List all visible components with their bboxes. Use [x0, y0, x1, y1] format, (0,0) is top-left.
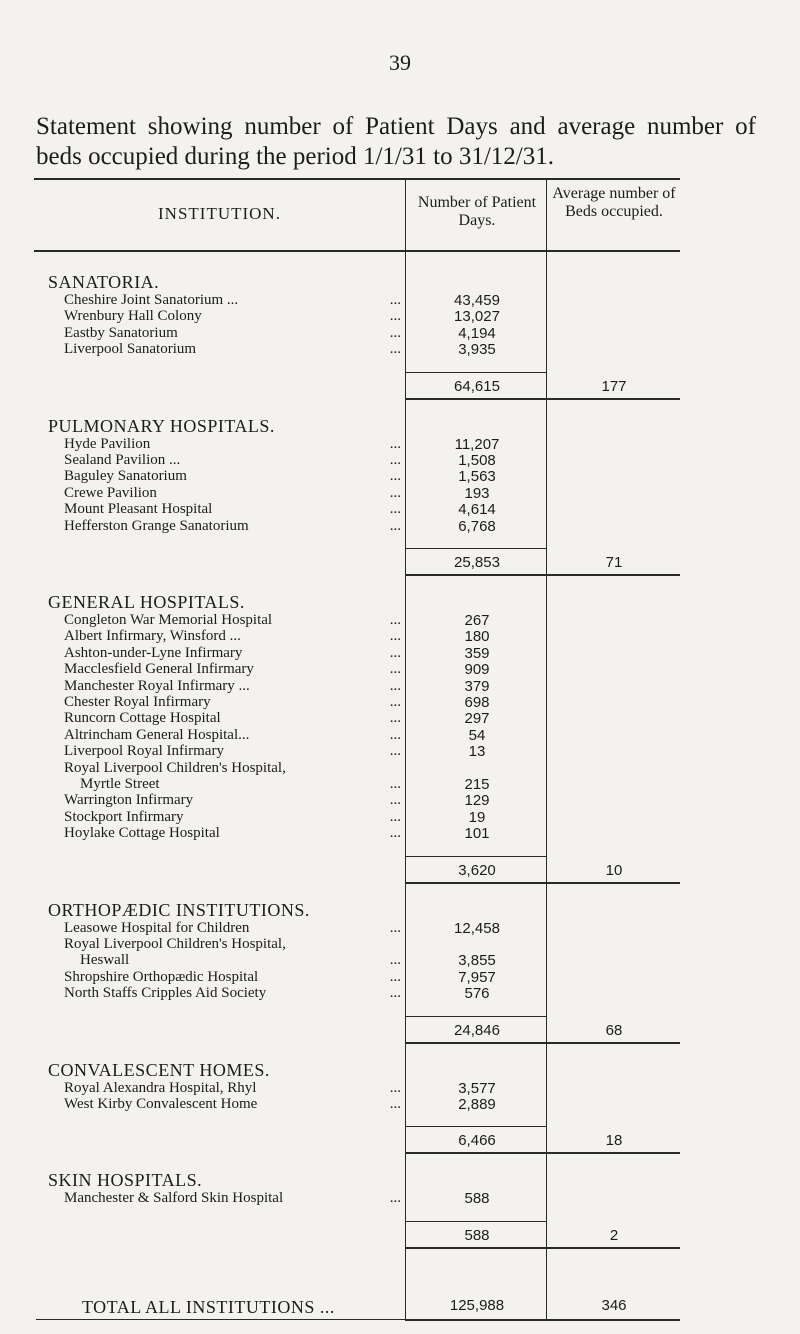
institution-name: Eastby Sanatorium	[64, 324, 178, 341]
patient-days-value: 13,027	[454, 308, 500, 326]
institution-name: Hyde Pavilion	[64, 435, 151, 452]
leader-dots: ...	[389, 985, 401, 1002]
patient-days-value: 588	[464, 1190, 490, 1208]
section-title: GENERAL HOSPITALS.	[48, 592, 245, 612]
patient-days-value: 43,459	[454, 292, 500, 309]
institution-name: Runcorn Cottage Hospital	[64, 710, 221, 727]
section-bottom-rule	[405, 882, 680, 884]
leader-dots: ...	[389, 968, 401, 985]
institution-name: Hoylake Cottage Hospital	[64, 825, 220, 842]
institution-name: Mount Pleasant Hospital	[64, 501, 213, 518]
subtotal-rule	[405, 856, 546, 857]
institution-name: Royal Alexandra Hospital, Rhyl	[64, 1079, 257, 1096]
leader-dots: ...	[389, 1096, 401, 1112]
section-bottom-rule	[405, 398, 680, 400]
page-number: 39	[389, 50, 411, 75]
subtotal-rule	[405, 1221, 546, 1222]
leader-dots: ...	[389, 743, 401, 760]
section-title: PULMONARY HOSPITALS.	[48, 415, 275, 436]
leader-dots: ...	[389, 919, 401, 936]
leader-dots: ...	[389, 677, 401, 694]
institution-name: Macclesfield General Infirmary	[64, 661, 254, 678]
patient-days-value: 909	[464, 661, 490, 679]
institution-name: Stockport Infirmary	[64, 808, 184, 825]
total-underline	[36, 1319, 406, 1320]
institution-name: North Staffs Cripples Aid Society	[64, 985, 267, 1002]
header-bottom-rule	[34, 250, 680, 252]
institution-name: Hefferston Grange Sanatorium	[64, 517, 249, 534]
institution-name: Chester Royal Infirmary	[64, 694, 211, 710]
header-average-beds: Average number of Beds occupied.	[552, 185, 676, 220]
patient-days-value: 267	[464, 612, 490, 629]
section-title: SKIN HOSPITALS.	[48, 1170, 203, 1191]
total-average-beds: 346	[601, 1297, 627, 1314]
patient-days-value: 576	[464, 985, 490, 1003]
leader-dots: ...	[389, 1079, 401, 1096]
institution-name: Leasowe Hospital for Children	[64, 919, 250, 936]
institution-name: Cheshire Joint Sanatorium ...	[64, 292, 239, 308]
institution-name: Royal Liverpool Children's Hospital,	[64, 936, 286, 952]
leader-dots: ...	[389, 644, 401, 661]
leader-dots: ...	[389, 808, 401, 825]
subtotal-days: 6,466	[458, 1132, 496, 1150]
average-beds-value: 177	[601, 377, 627, 395]
subtotal-days: 25,853	[454, 554, 500, 571]
subtotal-rule	[405, 548, 546, 549]
institution-name: Congleton War Memorial Hospital	[64, 612, 273, 628]
leader-dots: ...	[389, 726, 401, 743]
patient-days-value: 3,855	[458, 952, 496, 970]
institution-name: Manchester & Salford Skin Hospital	[64, 1190, 284, 1207]
total-label: TOTAL ALL INSTITUTIONS ...	[82, 1297, 335, 1317]
subtotal-days: 24,846	[454, 1021, 500, 1039]
patient-days-value: 11,207	[454, 435, 500, 453]
patient-days-value: 4,614	[458, 501, 496, 519]
patient-days-value: 215	[464, 776, 490, 793]
patient-days-value: 101	[464, 825, 490, 843]
leader-dots: ...	[389, 484, 401, 501]
institution-name: West Kirby Convalescent Home	[64, 1096, 258, 1112]
leader-dots: ...	[389, 628, 401, 645]
patient-days-value: 2,889	[458, 1096, 496, 1113]
average-beds-value: 18	[605, 1132, 623, 1150]
patient-days-value: 6,768	[458, 517, 496, 535]
section-bottom-rule	[405, 1042, 680, 1044]
section-title: CONVALESCENT HOMES.	[48, 1059, 270, 1080]
patient-days-value: 379	[464, 677, 490, 695]
leader-dots: ...	[389, 612, 401, 628]
patient-days-value: 359	[464, 644, 490, 662]
patient-days-value: 19	[468, 808, 486, 826]
institution-name: Myrtle Street	[80, 776, 160, 792]
subtotal-rule	[405, 372, 546, 373]
leader-dots: ...	[389, 324, 401, 341]
leader-dots: ...	[389, 694, 401, 710]
leader-dots: ...	[389, 710, 401, 727]
header-patient-days: Number of Patient Days.	[417, 194, 537, 229]
section-bottom-rule	[405, 1152, 680, 1154]
institution-name: Ashton-under-Lyne Infirmary	[64, 644, 243, 661]
institution-name: Heswall	[80, 952, 130, 969]
subtotal-days: 3,620	[458, 861, 496, 879]
patient-days-value: 3,577	[458, 1079, 496, 1097]
institution-name: Altrincham General Hospital...	[64, 726, 250, 743]
subtotal-days: 588	[464, 1226, 490, 1244]
patient-days-value: 7,957	[458, 968, 496, 986]
institution-name: Baguley Sanatorium	[64, 468, 187, 485]
leader-dots: ...	[389, 792, 401, 809]
total-days: 125,988	[449, 1297, 505, 1314]
patient-days-value: 698	[464, 694, 490, 711]
section-title: SANATORIA.	[48, 272, 160, 292]
leader-dots: ...	[389, 952, 401, 969]
section-bottom-rule	[405, 1247, 680, 1249]
institution-name: Liverpool Royal Infirmary	[64, 743, 224, 760]
patient-days-value: 54	[468, 726, 486, 744]
section-title: ORTHOPÆDIC INSTITUTIONS.	[48, 899, 310, 920]
patient-days-value: 1,508	[458, 452, 496, 469]
patient-days-value: 13	[468, 743, 486, 761]
patient-days-value: 3,935	[458, 341, 496, 359]
table-top-rule	[34, 178, 680, 180]
patient-days-value: 4,194	[458, 324, 496, 342]
subtotal-days: 64,615	[454, 377, 500, 395]
header-institution: INSTITUTION.	[158, 204, 281, 223]
leader-dots: ...	[389, 776, 401, 792]
leader-dots: ...	[389, 341, 401, 358]
total-bottom-rule	[405, 1319, 680, 1321]
leader-dots: ...	[389, 825, 401, 842]
patient-days-value: 12,458	[454, 919, 500, 937]
leader-dots: ...	[389, 517, 401, 534]
patient-days-value: 297	[464, 710, 490, 728]
average-beds-value: 2	[609, 1226, 619, 1244]
leader-dots: ...	[389, 468, 401, 485]
patient-days-value: 180	[464, 628, 490, 646]
leader-dots: ...	[389, 452, 401, 468]
leader-dots: ...	[389, 308, 401, 325]
institution-name: Crewe Pavilion	[64, 484, 157, 501]
institution-name: Sealand Pavilion ...	[64, 452, 181, 468]
section-bottom-rule	[405, 574, 680, 576]
subtotal-rule	[405, 1016, 546, 1017]
institution-name: Liverpool Sanatorium	[64, 341, 197, 358]
leader-dots: ...	[389, 1190, 401, 1207]
average-beds-value: 71	[605, 554, 623, 571]
subtotal-rule	[405, 1126, 546, 1127]
average-beds-value: 10	[605, 861, 623, 879]
leader-dots: ...	[389, 501, 401, 518]
institution-name: Albert Infirmary, Winsford ...	[64, 628, 241, 645]
patient-days-value: 1,563	[458, 468, 496, 486]
leader-dots: ...	[389, 661, 401, 678]
page-heading: Statement showing number of Patient Days and average number of beds occupied during the period 1/1/31 to 31/12/31.	[36, 113, 756, 170]
leader-dots: ...	[389, 435, 401, 452]
average-beds-value: 68	[605, 1021, 623, 1039]
institution-name: Royal Liverpool Children's Hospital,	[64, 759, 286, 776]
institution-name: Manchester Royal Infirmary ...	[64, 677, 250, 694]
patient-days-value: 193	[464, 484, 490, 502]
leader-dots: ...	[389, 292, 401, 308]
institution-name: Shropshire Orthopædic Hospital	[64, 968, 259, 985]
institution-name: Wrenbury Hall Colony	[64, 308, 202, 325]
patient-days-value: 129	[464, 792, 490, 810]
institution-name: Warrington Infirmary	[64, 792, 194, 809]
